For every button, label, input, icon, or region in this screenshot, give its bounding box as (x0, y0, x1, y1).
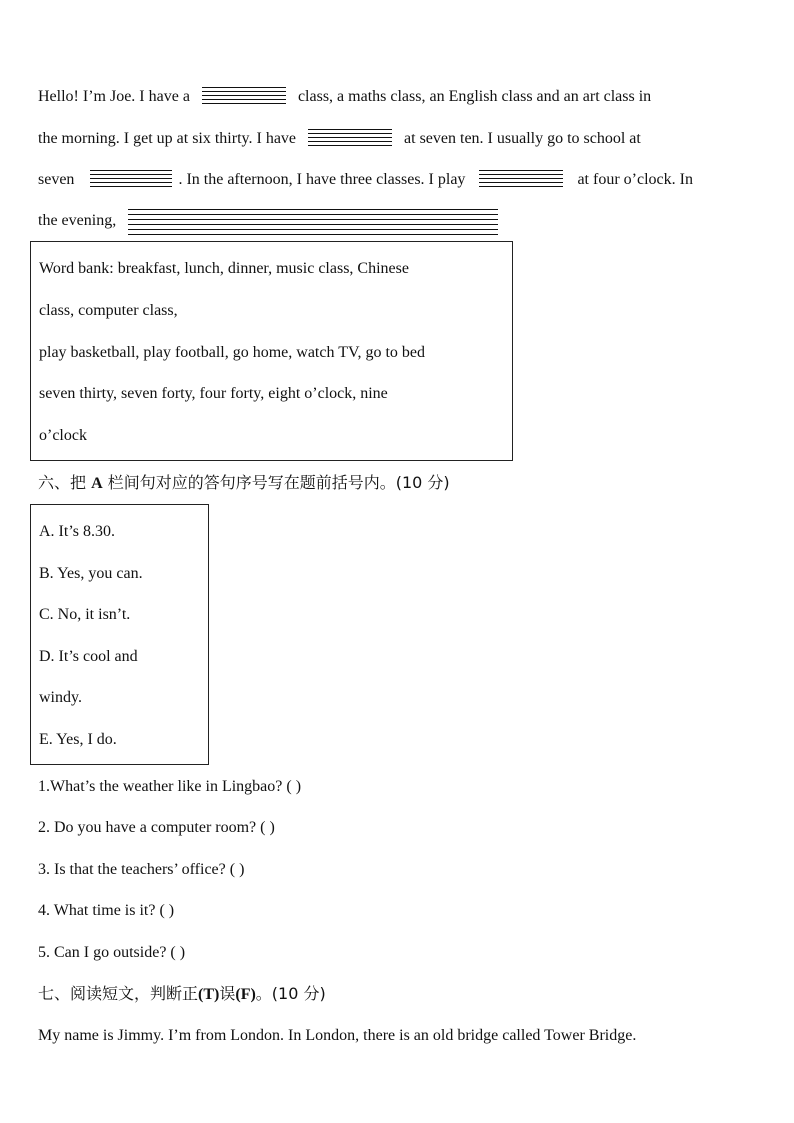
question-item[interactable]: 5. Can I go outside? ( ) (38, 944, 186, 961)
passage-line-1 (38, 86, 651, 108)
passage-line-2 (38, 128, 641, 150)
heading-bold: (T) (198, 986, 220, 1003)
reading-passage-text: My name is Jimmy. I’m from London. In London, there is an old bridge called Tower Bridge. (38, 1027, 637, 1044)
word-bank-row: seven thirty, seven forty, four forty, eight o’clock, nine (39, 385, 388, 402)
passage-text: Hello! I’m Joe. I have a (38, 88, 190, 106)
passage-text: . In the afternoon, I have three classes. I play (178, 171, 466, 189)
passage-text: at seven ten. I usually go to school at (404, 130, 641, 148)
word-bank-row: o’clock (39, 427, 87, 444)
passage-line-3 (38, 169, 693, 191)
word-bank-box (30, 241, 513, 461)
answer-blank[interactable] (479, 169, 563, 191)
section-6-heading (38, 472, 450, 494)
heading-text: 七、阅读短文，判断正 (38, 984, 199, 1003)
option-item: windy. (39, 689, 82, 706)
section-7-heading (38, 983, 326, 1005)
word-bank-row: Word bank: breakfast, lunch, dinner, music class, Chinese (39, 260, 409, 277)
passage-line-4 (38, 210, 500, 232)
heading-bold: (F) (235, 986, 256, 1003)
question-item[interactable]: 3. Is that the teachers’ office? ( ) (38, 861, 245, 878)
word-bank-row: play basketball, play football, go home, watch TV, go to bed (39, 344, 425, 361)
heading-text: 。(10 分) (255, 984, 326, 1003)
answer-blank[interactable] (90, 169, 172, 191)
answer-blank[interactable] (128, 210, 498, 232)
answer-blank[interactable] (202, 86, 286, 108)
answer-blank[interactable] (308, 128, 392, 150)
heading-text: 六、把 (38, 473, 92, 492)
option-item: D. It’s cool and (39, 648, 138, 665)
option-item: C. No, it isn’t. (39, 606, 131, 623)
question-item[interactable]: 2. Do you have a computer room? ( ) (38, 819, 275, 836)
option-item: B. Yes, you can. (39, 565, 143, 582)
word-bank-row: class, computer class, (39, 302, 178, 319)
heading-bold: A (91, 475, 103, 492)
passage-text: the evening, (38, 212, 117, 230)
question-item[interactable]: 4. What time is it? ( ) (38, 902, 175, 919)
passage-text: seven (38, 171, 75, 189)
heading-text: 栏间句对应的答句序号写在题前括号内。(10 分) (102, 473, 450, 492)
option-item: E. Yes, I do. (39, 731, 117, 748)
passage-text: at four o’clock. In (577, 171, 693, 189)
answer-options-box (30, 504, 209, 765)
heading-text: 误 (219, 984, 236, 1003)
question-item[interactable]: 1.What’s the weather like in Lingbao? ( ) (38, 778, 302, 795)
passage-text: the morning. I get up at six thirty. I have (38, 130, 297, 148)
passage-text: class, a maths class, an English class and an art class in (297, 88, 652, 106)
option-item: A. It’s 8.30. (39, 523, 115, 540)
